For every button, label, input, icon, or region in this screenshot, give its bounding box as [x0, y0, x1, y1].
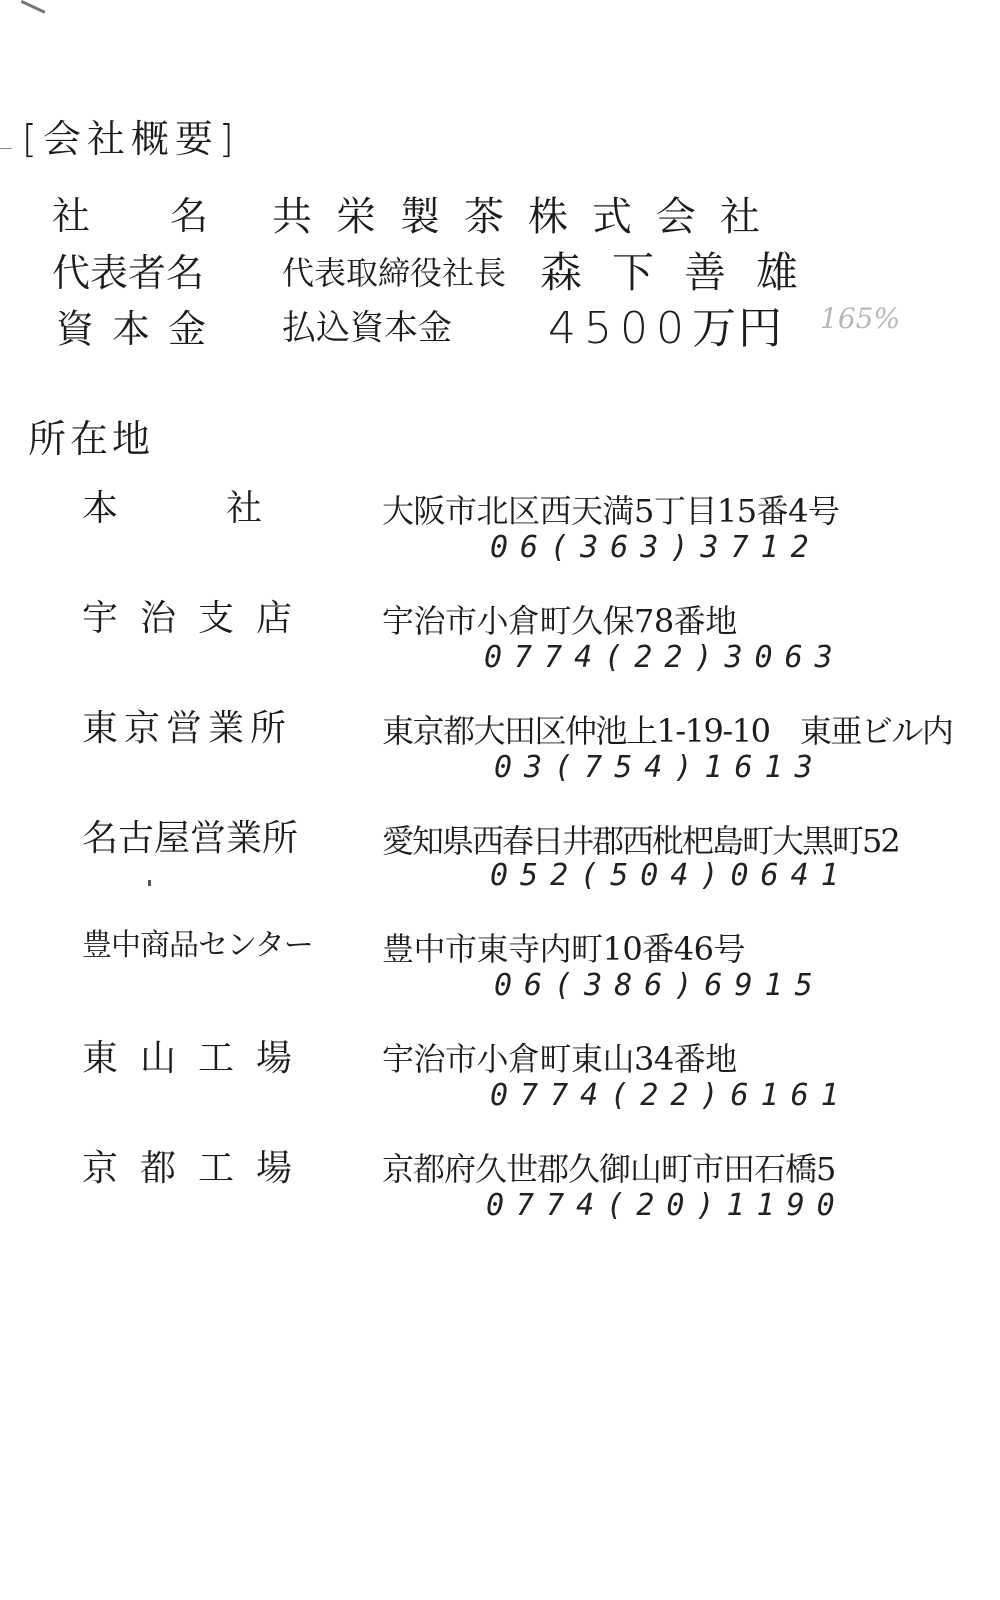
location-label-tokyo-office: 東京営業所 — [82, 708, 293, 749]
location-address-kyoto-factory: 京都府久世郡久御山町市田石橋5 — [382, 1150, 836, 1188]
section-title-open-bracket: [ — [22, 117, 43, 161]
paid-in-capital-label: 払込資本金 — [282, 308, 452, 348]
stray-dot — [148, 880, 151, 886]
capital-faint-note: 165% — [820, 302, 901, 335]
company-name: 共栄製茶株式会社 — [272, 194, 784, 240]
location-label-head-office: 本 社 — [82, 488, 263, 529]
representative-title: 代表取締役社長 — [282, 254, 507, 292]
representative-name: 森下善雄 — [540, 248, 829, 297]
location-phone-kyoto-factory: 0774(20)1190 — [486, 1188, 847, 1223]
location-phone-uji-branch: 0774(22)3063 — [484, 640, 845, 675]
location-address-nagoya-office: 愛知県西春日井郡西枇杷島町大黒町52 — [382, 822, 899, 860]
capital-amount — [548, 292, 784, 356]
location-phone-head-office: 06(363)3712 — [490, 530, 821, 565]
location-phone-higashiyama-factory: 0774(22)6161 — [490, 1078, 851, 1113]
representative-label: 代表者名 — [52, 251, 205, 295]
capital-amount-unit: 万円 — [691, 303, 784, 354]
company-label: 社名 — [52, 194, 289, 238]
section-title — [22, 108, 240, 163]
capital-label: 資本金 — [56, 307, 225, 351]
margin-tick — [0, 148, 12, 149]
location-address-toyonaka-center: 豊中市東寺内町10番46号 — [382, 930, 745, 968]
location-label-uji-branch: 宇治支店 — [82, 598, 315, 639]
location-phone-toyonaka-center: 06(386)6915 — [494, 968, 825, 1003]
capital-amount-number: 4500 — [548, 303, 692, 354]
location-label-toyonaka-center: 豊中商品センター — [82, 928, 313, 963]
location-phone-nagoya-office: 052(504)0641 — [490, 858, 851, 893]
location-address-higashiyama-factory: 宇治市小倉町東山34番地 — [382, 1040, 737, 1078]
location-address-uji-branch: 宇治市小倉町久保78番地 — [382, 602, 737, 640]
location-label-nagoya-office: 名古屋営業所 — [82, 818, 299, 859]
section-title-close-bracket: ] — [218, 117, 240, 161]
location-label-kyoto-factory: 京都工場 — [82, 1148, 315, 1189]
location-address-tokyo-office: 東京都大田区仲池上1-19-10 東亜ビル内 — [382, 712, 953, 750]
stray-pen-mark — [21, 0, 46, 14]
locations-title: 所在地 — [28, 417, 155, 461]
location-address-head-office: 大阪市北区西天満5丁目15番4号 — [382, 492, 840, 530]
location-phone-tokyo-office: 03(754)1613 — [494, 750, 825, 785]
section-title-text: 会社概要 — [42, 117, 219, 161]
location-label-higashiyama-factory: 東山工場 — [82, 1038, 315, 1079]
